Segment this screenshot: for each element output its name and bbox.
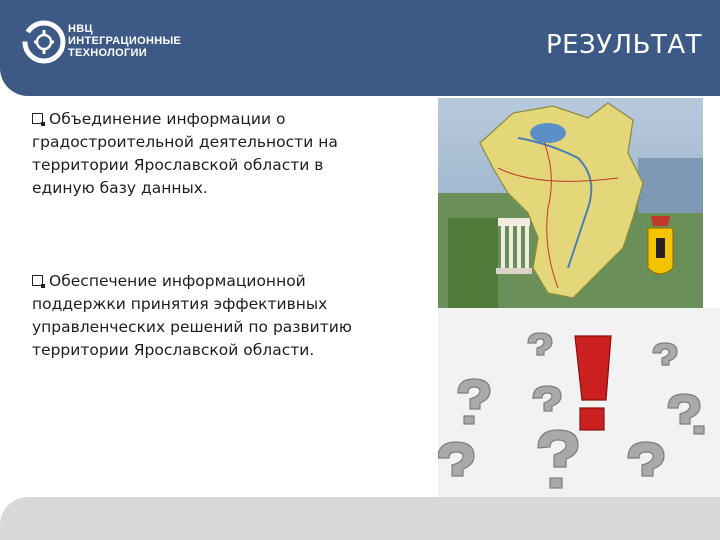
logo-line-1: НВЦ (68, 23, 93, 35)
company-logo (22, 20, 212, 70)
bullet-text-1: Объединение информации о градостроительной деятельности на территории Ярославской области в единую базу данных. (32, 110, 338, 197)
page-title: РЕЗУЛЬТАТ (545, 30, 702, 60)
bullet-list (32, 108, 377, 362)
logo-emblem-icon (22, 20, 66, 64)
header-bar (0, 0, 720, 96)
logo-line-2: ИНТЕГРАЦИОННЫЕ (68, 35, 182, 47)
checkbox-bullet-icon (32, 113, 43, 124)
yaroslavl-region-map-image (438, 98, 703, 308)
footer-bar (0, 497, 720, 540)
logo-text (68, 23, 181, 59)
bullet-item-1 (32, 108, 377, 200)
checkbox-bullet-icon (32, 275, 43, 286)
logo-line-3: ТЕХНОЛОГИИ (68, 47, 147, 59)
bullet-item-2 (32, 270, 377, 362)
question-marks-image (438, 308, 720, 500)
bullet-text-2: Обеспечение информационной поддержки принятия эффективных управленческих решений по развитию территории Ярославской области. (32, 272, 352, 359)
